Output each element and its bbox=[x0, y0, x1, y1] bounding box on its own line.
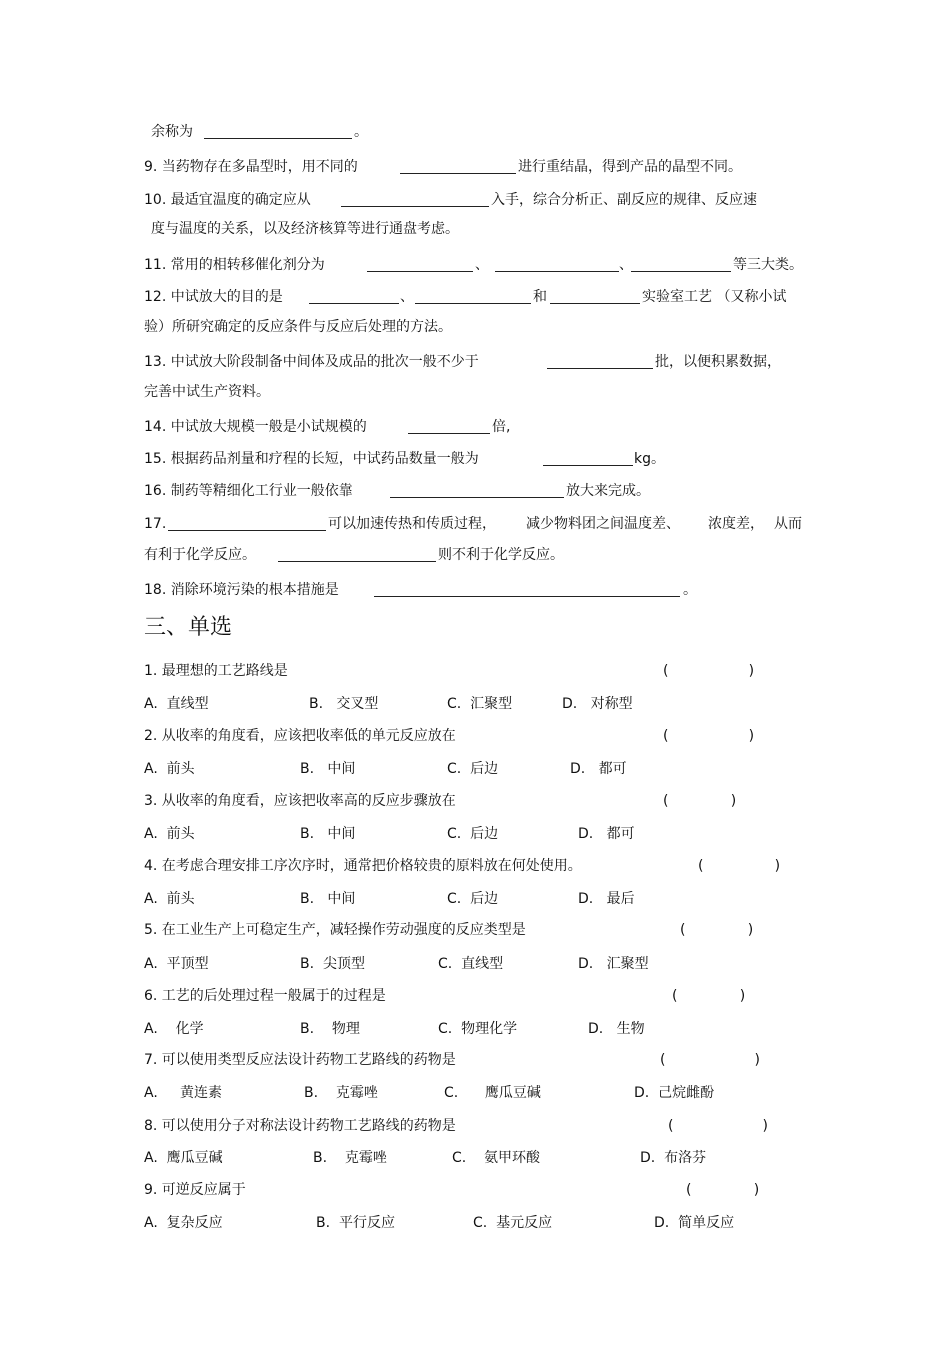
mc-question-5: 5. 在工业生产上可稳定生产，减轻操作劳动强度的反应类型是 bbox=[144, 922, 526, 938]
mc-option-c[interactable]: C. 鹰瓜豆碱 bbox=[444, 1085, 541, 1101]
mc-option-a[interactable]: A. 化学 bbox=[144, 1021, 204, 1037]
mc-option-b[interactable]: B. 尖顶型 bbox=[300, 956, 365, 972]
answer-blank[interactable] bbox=[374, 582, 680, 597]
answer-blank[interactable] bbox=[631, 257, 731, 272]
mc-option-d[interactable]: D. 布洛芬 bbox=[640, 1150, 707, 1166]
question-15-end: kg。 bbox=[634, 451, 665, 467]
answer-paren[interactable]: ( ) bbox=[698, 858, 781, 874]
answer-blank[interactable] bbox=[550, 289, 640, 304]
answer-blank[interactable] bbox=[309, 289, 399, 304]
question-17-text: 浓度差， bbox=[708, 516, 764, 532]
mc-question-7: 7. 可以使用类型反应法设计药物工艺路线的药物是 bbox=[144, 1052, 456, 1068]
mc-option-d[interactable]: D. 对称型 bbox=[562, 696, 633, 712]
question-12-continuation: 验）所研究确定的反应条件与反应后处理的方法。 bbox=[144, 319, 452, 335]
mc-question-9: 9. 可逆反应属于 bbox=[144, 1182, 246, 1198]
question-13: 13. 中试放大阶段制备中间体及成品的批次一般不少于 bbox=[144, 354, 479, 370]
question-17-continuation: 有利于化学反应。 bbox=[144, 547, 256, 563]
mc-option-b[interactable]: B. 交叉型 bbox=[309, 696, 379, 712]
mc-option-d[interactable]: D. 最后 bbox=[578, 891, 635, 907]
mc-question-2: 2. 从收率的角度看，应该把收率低的单元反应放在 bbox=[144, 728, 456, 744]
mc-option-c[interactable]: C. 直线型 bbox=[438, 956, 504, 972]
question-18: 18. 消除环境污染的根本措施是 bbox=[144, 582, 339, 598]
answer-paren[interactable]: ( ) bbox=[663, 793, 737, 809]
question-14: 14. 中试放大规模一般是小试规模的 bbox=[144, 419, 367, 435]
answer-paren[interactable]: ( ) bbox=[668, 1118, 768, 1134]
separator: 、 bbox=[475, 257, 489, 273]
answer-blank[interactable] bbox=[547, 354, 653, 369]
mc-option-b[interactable]: B. 克霉唑 bbox=[313, 1150, 387, 1166]
mc-option-c[interactable]: C. 基元反应 bbox=[473, 1215, 553, 1231]
answer-blank[interactable] bbox=[408, 419, 490, 434]
separator: 和 bbox=[533, 289, 547, 305]
q8-text: 余称为 bbox=[151, 124, 193, 140]
mc-option-a[interactable]: A. 前头 bbox=[144, 761, 195, 777]
mc-option-b[interactable]: B. 克霉唑 bbox=[304, 1085, 378, 1101]
question-10: 10. 最适宜温度的确定应从 bbox=[144, 192, 311, 208]
mc-option-a[interactable]: A. 前头 bbox=[144, 891, 195, 907]
mc-option-a[interactable]: A. 复杂反应 bbox=[144, 1215, 223, 1231]
question-10-continuation: 度与温度的关系，以及经济核算等进行通盘考虑。 bbox=[151, 221, 459, 237]
answer-paren[interactable]: ( ) bbox=[680, 922, 754, 938]
answer-blank[interactable] bbox=[495, 257, 619, 272]
answer-paren[interactable]: ( ) bbox=[663, 663, 755, 679]
question-17: 17. bbox=[144, 516, 167, 532]
question-15: 15. 根据药品剂量和疗程的长短，中试药品数量一般为 bbox=[144, 451, 479, 467]
mc-option-d[interactable]: D. 都可 bbox=[578, 826, 635, 842]
mc-option-c[interactable]: C. 后边 bbox=[447, 761, 499, 777]
answer-blank[interactable] bbox=[415, 289, 531, 304]
question-9: 9. 当药物存在多晶型时，用不同的 bbox=[144, 159, 358, 175]
mc-option-b[interactable]: B. 中间 bbox=[300, 826, 356, 842]
answer-blank[interactable] bbox=[341, 192, 489, 207]
mc-question-8: 8. 可以使用分子对称法设计药物工艺路线的药物是 bbox=[144, 1118, 456, 1134]
mc-option-b[interactable]: B. 物理 bbox=[300, 1021, 360, 1037]
mc-option-c[interactable]: C. 后边 bbox=[447, 891, 499, 907]
question-18-end: 。 bbox=[683, 582, 697, 598]
mc-option-c[interactable]: C. 汇聚型 bbox=[447, 696, 513, 712]
q8-end: 。 bbox=[354, 124, 368, 140]
question-12-end: 实验室工艺 （又称小试 bbox=[642, 289, 787, 305]
mc-option-d[interactable]: D. 生物 bbox=[588, 1021, 645, 1037]
question-13-continuation: 完善中试生产资料。 bbox=[144, 384, 270, 400]
answer-blank[interactable] bbox=[168, 516, 326, 531]
question-16-end: 放大来完成。 bbox=[566, 483, 650, 499]
question-13-end: 批，以便积累数据， bbox=[655, 354, 781, 370]
question-9-end: 进行重结晶，得到产品的晶型不同。 bbox=[518, 159, 742, 175]
answer-blank[interactable] bbox=[278, 547, 436, 562]
question-17-end: 则不利于化学反应。 bbox=[438, 547, 564, 563]
mc-option-d[interactable]: D. 简单反应 bbox=[654, 1215, 735, 1231]
mc-question-6: 6. 工艺的后处理过程一般属于的过程是 bbox=[144, 988, 386, 1004]
mc-option-d[interactable]: D. 汇聚型 bbox=[578, 956, 649, 972]
mc-option-a[interactable]: A. 鹰瓜豆碱 bbox=[144, 1150, 223, 1166]
mc-question-4: 4. 在考虑合理安排工序次序时，通常把价格较贵的原料放在何处使用。 bbox=[144, 858, 582, 874]
question-11: 11. 常用的相转移催化剂分为 bbox=[144, 257, 325, 273]
section-heading: 三、单选 bbox=[144, 615, 233, 640]
separator: 、 bbox=[400, 289, 414, 305]
question-10-end: 入手，综合分析正、副反应的规律、反应速 bbox=[491, 192, 757, 208]
answer-blank[interactable] bbox=[367, 257, 473, 272]
answer-blank[interactable] bbox=[390, 483, 564, 498]
separator: 、 bbox=[619, 257, 633, 273]
mc-option-d[interactable]: D. 都可 bbox=[570, 761, 627, 777]
question-17-text: 减少物料团之间温度差、 bbox=[526, 516, 680, 532]
mc-option-a[interactable]: A. 直线型 bbox=[144, 696, 209, 712]
question-14-end: 倍, bbox=[492, 419, 511, 435]
question-11-end: 等三大类。 bbox=[733, 257, 803, 273]
mc-question-1: 1. 最理想的工艺路线是 bbox=[144, 663, 288, 679]
question-17-text: 从而 bbox=[774, 516, 802, 532]
mc-option-c[interactable]: C. 物理化学 bbox=[438, 1021, 518, 1037]
question-12: 12. 中试放大的目的是 bbox=[144, 289, 283, 305]
answer-paren[interactable]: ( ) bbox=[672, 988, 746, 1004]
answer-blank[interactable] bbox=[543, 451, 633, 466]
mc-option-a[interactable]: A. 黄连素 bbox=[144, 1085, 223, 1101]
answer-paren[interactable]: ( ) bbox=[663, 728, 755, 744]
question-17-text: 可以加速传热和传质过程， bbox=[328, 516, 496, 532]
answer-paren[interactable]: ( ) bbox=[686, 1182, 760, 1198]
mc-option-b[interactable]: B. 平行反应 bbox=[316, 1215, 395, 1231]
mc-option-a[interactable]: A. 平顶型 bbox=[144, 956, 209, 972]
answer-blank[interactable] bbox=[400, 159, 516, 174]
question-16: 16. 制药等精细化工行业一般依靠 bbox=[144, 483, 353, 499]
mc-option-c[interactable]: C. 后边 bbox=[447, 826, 499, 842]
mc-option-a[interactable]: A. 前头 bbox=[144, 826, 195, 842]
mc-option-d[interactable]: D. 己烷雌酚 bbox=[634, 1085, 715, 1101]
mc-option-b[interactable]: B. 中间 bbox=[300, 761, 356, 777]
mc-option-b[interactable]: B. 中间 bbox=[300, 891, 356, 907]
answer-paren[interactable]: ( ) bbox=[660, 1052, 760, 1068]
mc-option-c[interactable]: C. 氨甲环酸 bbox=[452, 1150, 541, 1166]
mc-question-3: 3. 从收率的角度看，应该把收率高的反应步骤放在 bbox=[144, 793, 456, 809]
question-8-continuation bbox=[151, 122, 193, 142]
answer-blank[interactable] bbox=[204, 124, 352, 139]
